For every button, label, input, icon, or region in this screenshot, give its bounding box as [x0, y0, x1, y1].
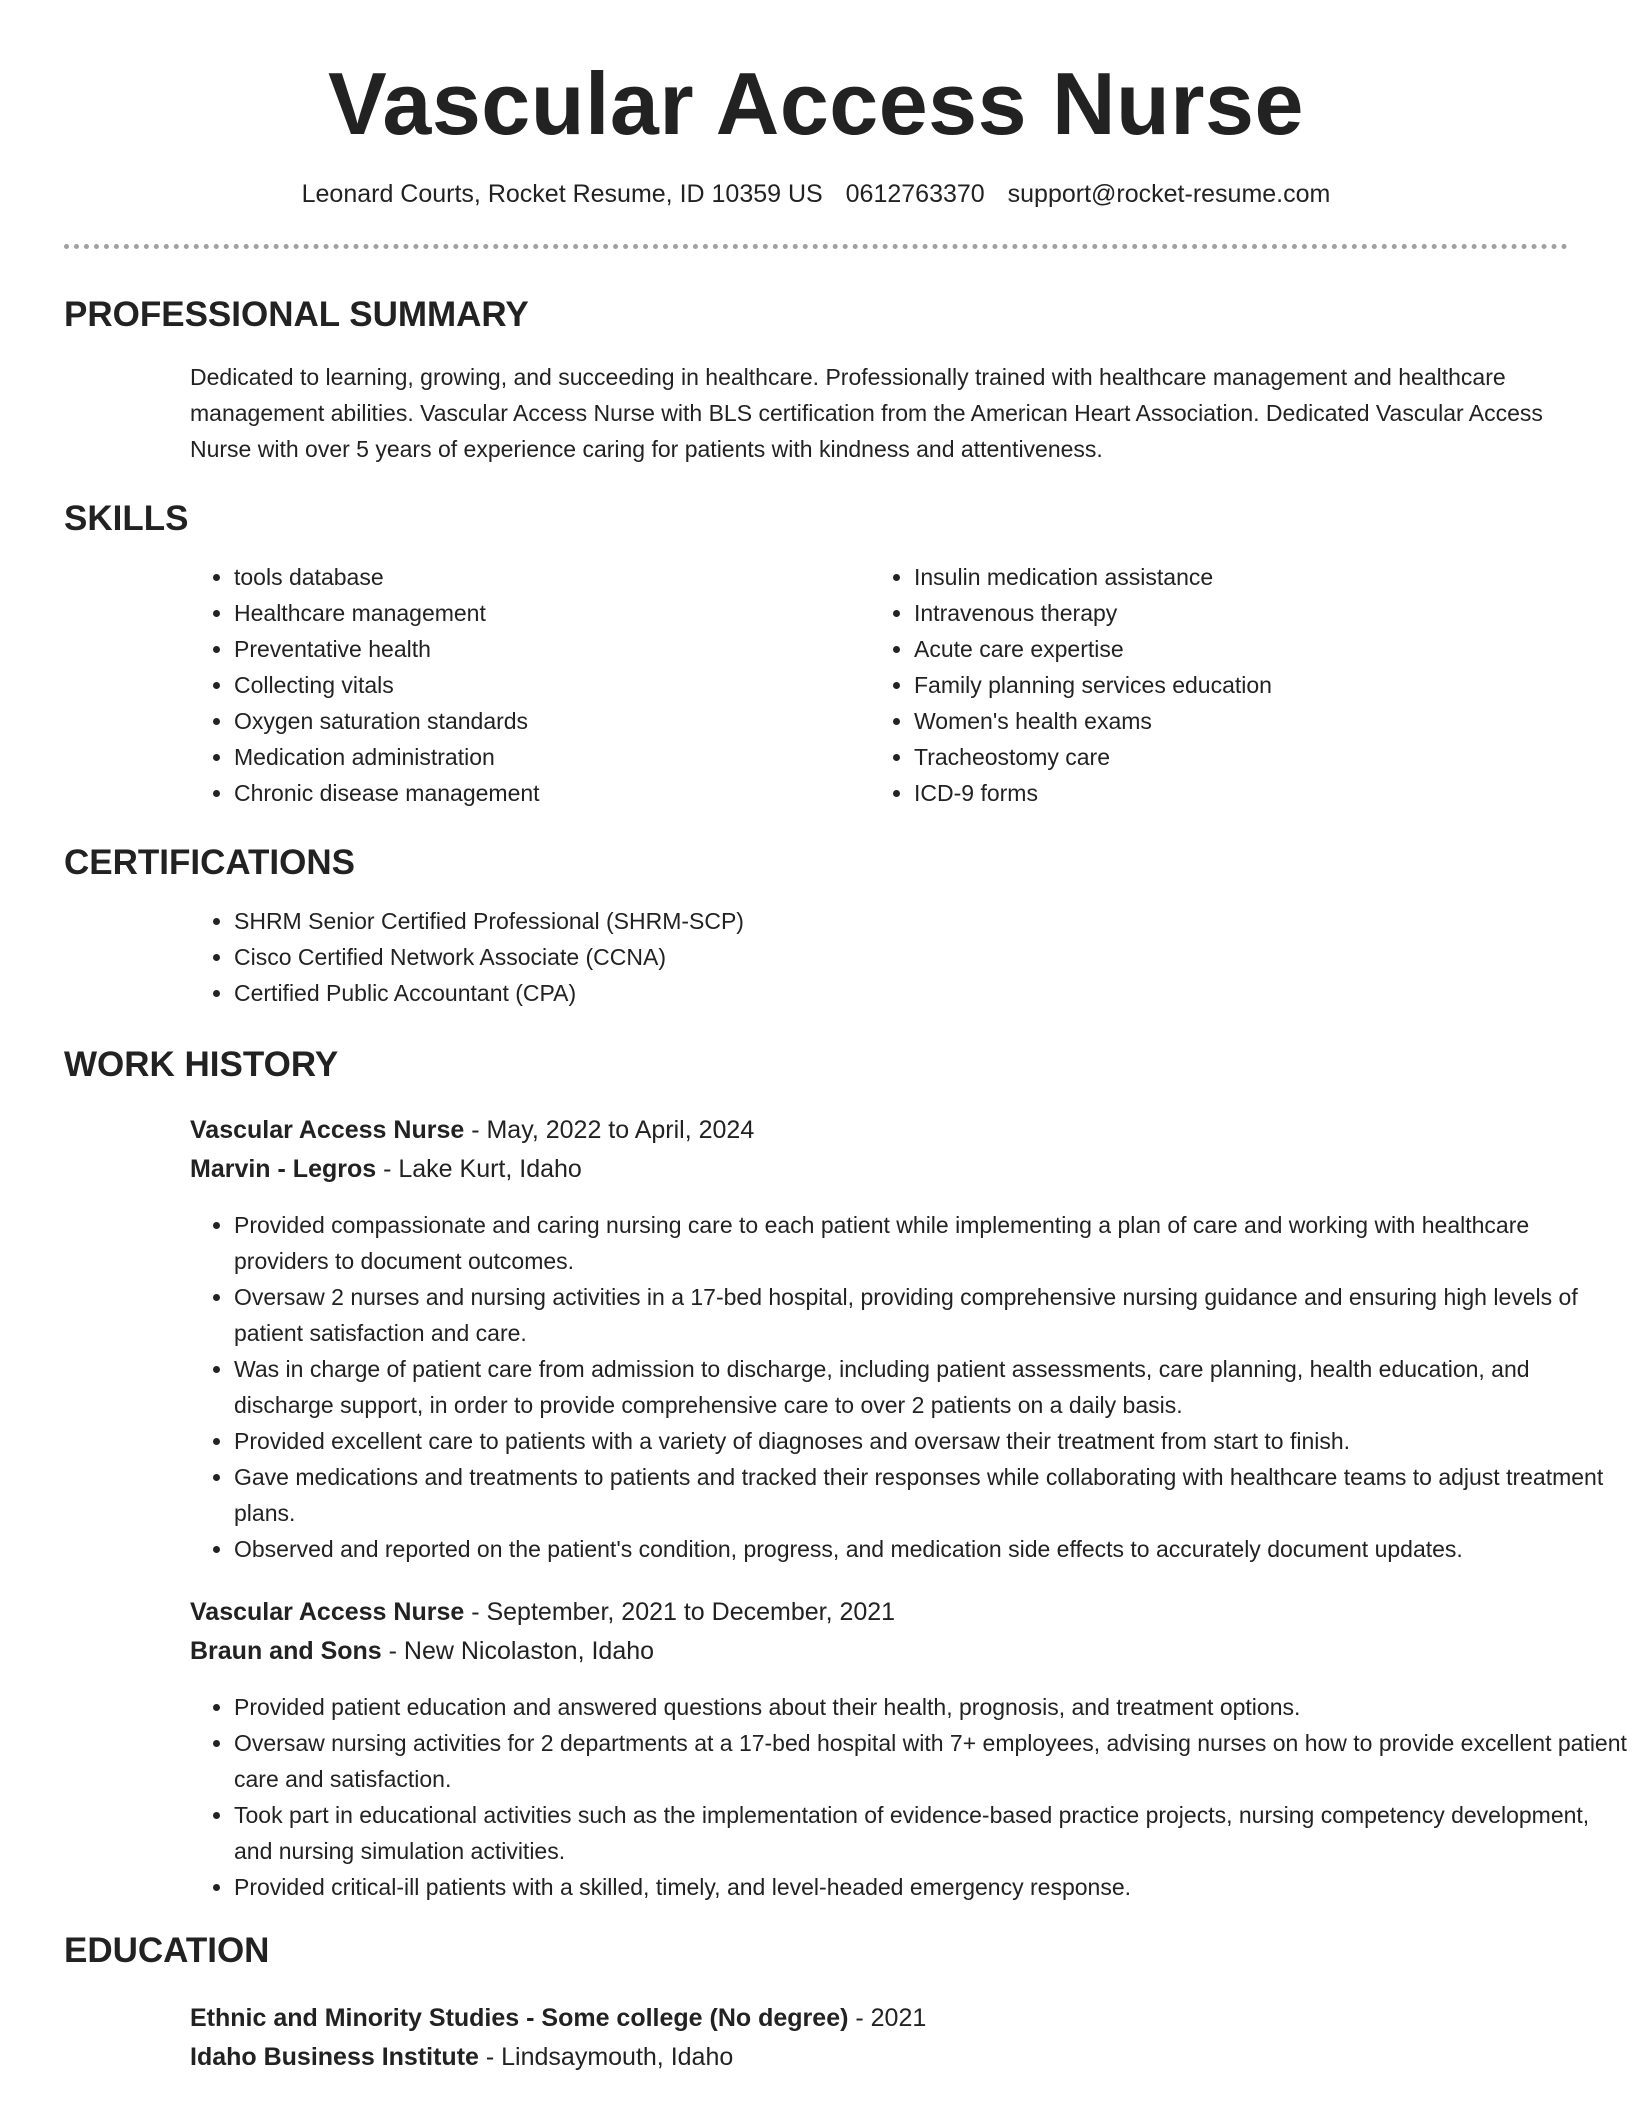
education-entry [190, 1999, 1568, 2077]
list-item: • Medication administration [234, 739, 870, 775]
list-item: • Acute care expertise [914, 631, 1550, 667]
list-item: • Was in charge of patient care from admission to discharge, including patient assessments, care planning, health education, and discharge support, in order to provide comprehensive care to over 2 patients on a daily basis. [234, 1351, 1630, 1423]
job-entry [190, 1111, 1630, 1567]
contact-email: support@rocket-resume.com [1007, 180, 1331, 208]
section-title-summary: PROFESSIONAL SUMMARY [64, 295, 529, 334]
job-bullets [190, 1207, 1630, 1567]
list-item: • Healthcare management [234, 595, 870, 631]
contact-address: Leonard Courts, Rocket Resume, ID 10359 US [301, 180, 823, 208]
job-company-line [190, 1150, 1630, 1189]
contact-phone: 0612763370 [845, 180, 985, 208]
education-degree-line [190, 1999, 1568, 2038]
list-item: • Took part in educational activities such as the implementation of evidence-based practice projects, nursing competency development, and nursing simulation activities. [234, 1797, 1630, 1869]
list-item: • tools database [234, 559, 870, 595]
education-school: Idaho Business Institute [190, 2043, 479, 2071]
list-item: • Certified Public Accountant (CPA) [234, 975, 1568, 1011]
summary-text: Dedicated to learning, growing, and succeeding in healthcare. Professionally trained with healthcare management and healthcare management abilities. Vascular Access Nurse with BLS certification from the American Heart Association. Dedicated Vascular Access Nurse with over 5 years of experience caring for patients with kindness and attentiveness. [190, 364, 1543, 462]
job-company: Braun and Sons [190, 1637, 382, 1665]
list-item: • Oversaw 2 nurses and nursing activities in a 17-bed hospital, providing comprehensive nursing guidance and ensuring high levels of patient satisfaction and care. [234, 1279, 1630, 1351]
education-year: - 2021 [848, 2004, 927, 2032]
list-item: • Provided excellent care to patients with a variety of diagnoses and oversaw their treatment from start to finish. [234, 1423, 1630, 1459]
education-degree: Ethnic and Minority Studies - Some college (No degree) [190, 2004, 849, 2032]
list-item: • Chronic disease management [234, 775, 870, 811]
job-company-line [190, 1632, 1630, 1671]
education-location: - Lindsaymouth, Idaho [478, 2043, 734, 2071]
list-item: • Provided critical-ill patients with a skilled, timely, and level-headed emergency response. [234, 1869, 1630, 1905]
job-company: Marvin - Legros [190, 1155, 377, 1183]
job-title-line [190, 1593, 1630, 1632]
job-dates: - September, 2021 to December, 2021 [464, 1598, 896, 1626]
skills-columns [190, 559, 1568, 811]
job-dates: - May, 2022 to April, 2024 [464, 1116, 755, 1144]
job-role: Vascular Access Nurse [190, 1598, 465, 1626]
education-section [64, 1929, 1568, 2077]
summary-section [64, 293, 1568, 467]
list-item: • Gave medications and treatments to patients and tracked their responses while collaborating with healthcare teams to adjust treatment plans. [234, 1459, 1630, 1531]
skills-column-left [190, 559, 870, 811]
certifications-section [64, 841, 1568, 1011]
list-item: • Oxygen saturation standards [234, 703, 870, 739]
certifications-list-wrap [190, 903, 1568, 1011]
skills-section [64, 497, 1568, 811]
job-bullets [190, 1689, 1630, 1905]
job-location: - Lake Kurt, Idaho [376, 1155, 582, 1183]
list-item: • Preventative health [234, 631, 870, 667]
list-item: • Observed and reported on the patient's condition, progress, and medication side effects to accurately document updates. [234, 1531, 1630, 1567]
skills-column-right [870, 559, 1550, 811]
work-history-section [64, 1043, 1627, 1905]
job-title-line [190, 1111, 1630, 1150]
job-location: - New Nicolaston, Idaho [381, 1637, 655, 1665]
list-item: • Collecting vitals [234, 667, 870, 703]
skills-list-right [870, 559, 1550, 811]
section-title-education: EDUCATION [64, 1931, 270, 1970]
list-item: • Tracheostomy care [914, 739, 1550, 775]
contact-line [64, 178, 1568, 210]
header-divider [64, 244, 1568, 249]
certifications-list [190, 903, 1568, 1011]
job-role: Vascular Access Nurse [190, 1116, 465, 1144]
section-title-work: WORK HISTORY [64, 1045, 339, 1084]
list-item: • Cisco Certified Network Associate (CCNA) [234, 939, 1568, 975]
section-title-certifications: CERTIFICATIONS [64, 843, 356, 882]
list-item: • Women's health exams [914, 703, 1550, 739]
list-item: • Provided patient education and answered questions about their health, prognosis, and treatment options. [234, 1689, 1630, 1725]
list-item: • Family planning services education [914, 667, 1550, 703]
job-entry [190, 1593, 1630, 1905]
list-item: • SHRM Senior Certified Professional (SHRM-SCP) [234, 903, 1568, 939]
resume-name: Vascular Access Nurse [328, 54, 1304, 153]
list-item: • Provided compassionate and caring nursing care to each patient while implementing a plan of care and working with healthcare providers to document outcomes. [234, 1207, 1630, 1279]
section-title-skills: SKILLS [64, 499, 189, 538]
list-item: • Oversaw nursing activities for 2 departments at a 17-bed hospital with 7+ employees, advising nurses on how to provide excellent patient care and satisfaction. [234, 1725, 1630, 1797]
list-item: • ICD-9 forms [914, 775, 1550, 811]
list-item: • Insulin medication assistance [914, 559, 1550, 595]
education-school-line [190, 2038, 1568, 2077]
list-item: • Intravenous therapy [914, 595, 1550, 631]
skills-list-left [190, 559, 870, 811]
